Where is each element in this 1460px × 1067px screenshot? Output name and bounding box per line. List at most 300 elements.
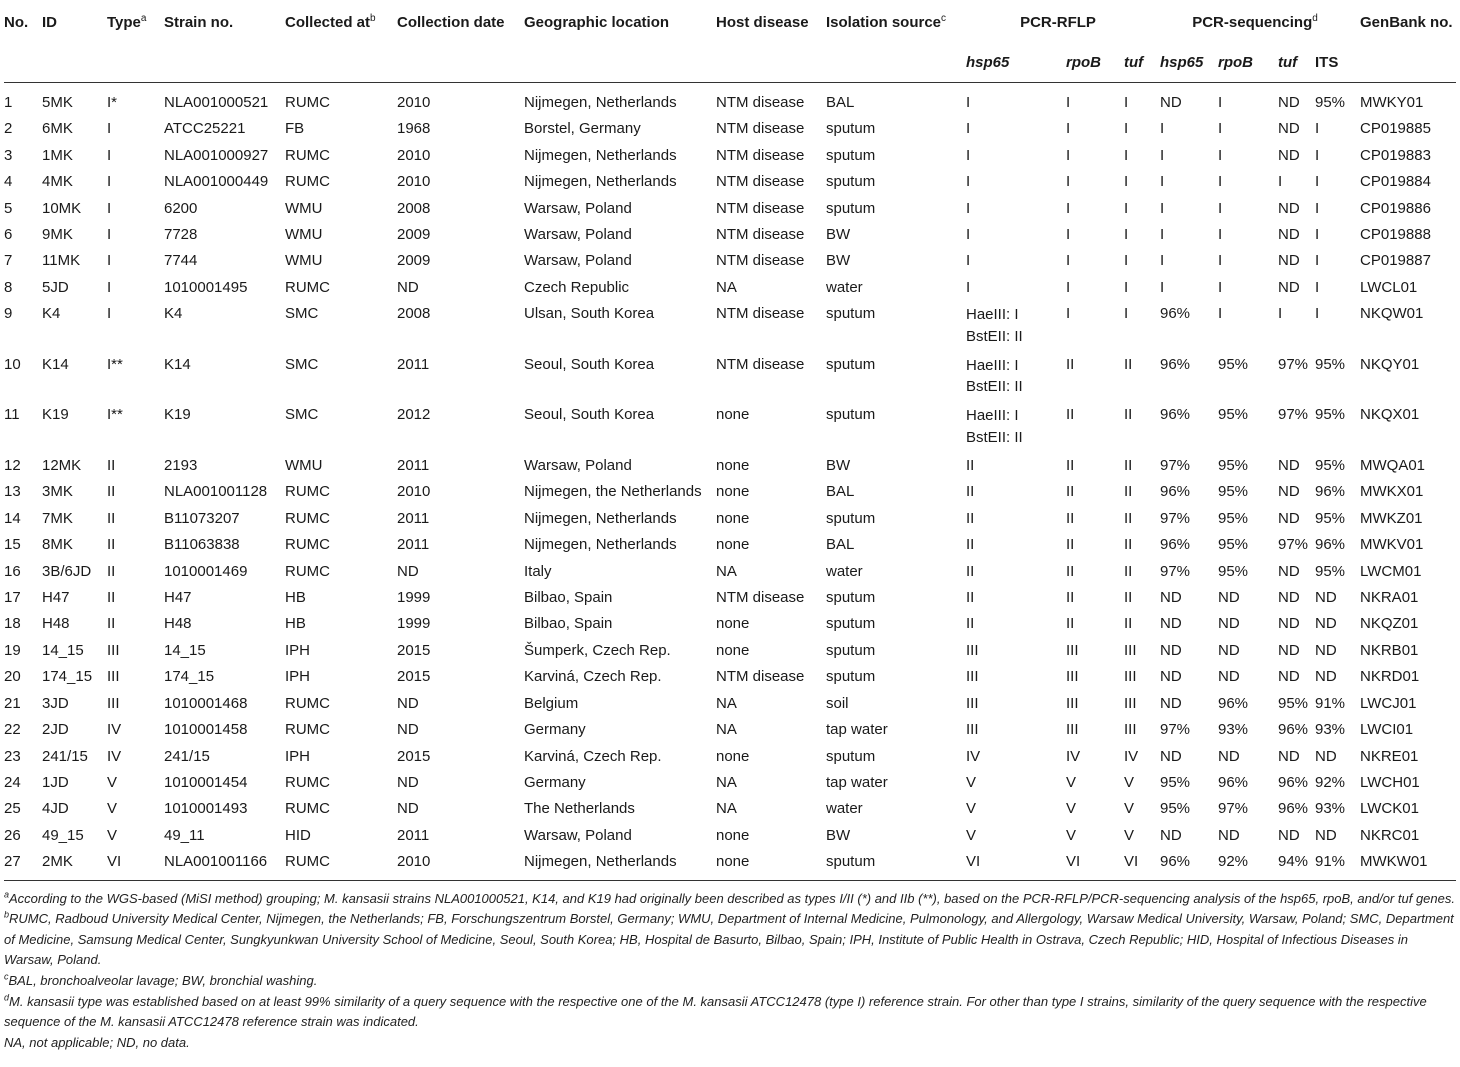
cell-genbank: LWCL01: [1360, 278, 1418, 296]
cell-rflp-hsp65: III: [966, 694, 979, 712]
cell-collected: SMC: [285, 406, 319, 424]
cell-seq-tuf: ND: [1278, 278, 1300, 296]
cell-type: V: [107, 826, 118, 844]
cell-source: sputum: [826, 509, 876, 527]
cell-seq-hsp65: I: [1160, 199, 1165, 217]
cell-host: NTM disease: [716, 252, 805, 270]
cell-type: I*: [107, 94, 118, 111]
table-row: [4, 248, 1456, 274]
cell-no: 3: [4, 146, 13, 164]
cell-seq-hsp65: ND: [1160, 641, 1182, 659]
cell-seq-rpob: I: [1218, 94, 1223, 111]
cell-no: 16: [4, 562, 21, 580]
cell-seq-tuf: 96%: [1278, 800, 1309, 818]
cell-type: IV: [107, 747, 122, 765]
cell-host: NTM disease: [716, 226, 805, 244]
cell-date: ND: [397, 721, 419, 739]
col-date: Collection date: [397, 14, 505, 31]
col-strain: Strain no.: [164, 14, 234, 31]
cell-source: soil: [826, 694, 849, 712]
cell-seq-tuf: ND: [1278, 226, 1300, 244]
cell-no: 9: [4, 305, 13, 323]
cell-seq-hsp65: 97%: [1160, 509, 1191, 527]
cell-genbank: LWCM01: [1360, 562, 1422, 580]
cell-rflp-tuf: V: [1124, 773, 1135, 791]
cell-rflp-hsp65: II: [966, 509, 975, 527]
cell-seq-hsp65: 95%: [1160, 773, 1191, 791]
cell-host: NTM disease: [716, 668, 805, 686]
cell-seq-its: ND: [1315, 641, 1337, 659]
cell-seq-its: 95%: [1315, 562, 1346, 580]
footnote-d: $^d$M. kansasii type was established based on at least 99% similarity of a query sequence with the respective one of the M. kansasii ATCC12478 (type I) reference strain. For other than type I strains, similarity of the query sequence with the respective sequence of the M. kansasii ATCC12478 reference strain was indicated.: [4, 992, 1427, 1030]
cell-no: 2: [4, 120, 13, 138]
table-row: [4, 585, 1456, 611]
cell-no: 26: [4, 826, 21, 844]
table-row: [4, 664, 1456, 690]
cell-rflp-rpob: I: [1066, 226, 1071, 244]
col-seq-rpob: rpoB: [1218, 52, 1278, 83]
cell-rflp-hsp65: V: [966, 826, 977, 844]
cell-rflp-rpob: V: [1066, 826, 1077, 844]
cell-source: tap water: [826, 773, 888, 791]
cell-seq-tuf: ND: [1278, 146, 1300, 164]
cell-source: water: [826, 800, 863, 818]
cell-genbank: NKRC01: [1360, 826, 1420, 844]
cell-rflp-tuf: I: [1124, 278, 1129, 296]
cell-date: 2011: [397, 509, 430, 527]
cell-host: NTM disease: [716, 120, 805, 138]
cell-collected: RUMC: [285, 721, 330, 739]
cell-no: 20: [4, 668, 21, 686]
cell-genbank: MWKW01: [1360, 849, 1456, 880]
cell-rflp-rpob: III: [1066, 668, 1079, 686]
cell-genbank: NKRA01: [1360, 589, 1419, 607]
cell-host: NTM disease: [716, 305, 805, 323]
cell-no: 21: [4, 694, 21, 712]
cell-collected: HID: [285, 826, 311, 844]
cell-host: none: [716, 747, 750, 765]
cell-strain: 6200: [164, 199, 198, 217]
cell-rflp-rpob: II: [1066, 536, 1075, 554]
cell-seq-tuf: ND: [1278, 252, 1300, 270]
cell-collected: IPH: [285, 747, 311, 765]
cell-collected: RUMC: [285, 483, 330, 501]
cell-no: 4: [4, 173, 13, 191]
cell-geo: Nijmegen, Netherlands: [524, 173, 677, 191]
cell-rflp-tuf: I: [1124, 252, 1129, 270]
cell-source: sputum: [826, 641, 876, 659]
cell-seq-rpob: 93%: [1218, 721, 1249, 739]
cell-host: NA: [716, 562, 737, 580]
cell-seq-tuf: ND: [1278, 562, 1300, 580]
cell-source: water: [826, 278, 863, 296]
cell-host: none: [716, 457, 750, 475]
cell-id: 4JD: [42, 800, 69, 818]
cell-id: 7MK: [42, 509, 73, 527]
cell-seq-its: ND: [1315, 826, 1337, 844]
cell-date: ND: [397, 800, 419, 818]
cell-collected: RUMC: [285, 849, 397, 880]
cell-seq-rpob: 97%: [1218, 800, 1249, 818]
col-seq-hsp65: hsp65: [1160, 52, 1218, 83]
cell-source: sputum: [826, 668, 876, 686]
cell-genbank: NKRB01: [1360, 641, 1419, 659]
footnote-b: $^b$RUMC, Radboud University Medical Center, Nijmegen, the Netherlands; FB, Forschungszentrum Borstel, Germany; WMU, Department of Internal Medicine, Pulmonology, and Allergology, Warsaw Medical University, Warsaw, Poland; SMC, Department of Medicine, Samsung Medical Center, Sungkyunkwan University School of Medicine, Seoul, South Korea; HB, Hospital de Basurto, Bilbao, Spain; IPH, Institute of Public Health in Ostrava, Czech Republic; HID, Hospital of Infectious Diseases in Warsaw, Poland.: [4, 909, 1454, 968]
cell-rflp-tuf: IV: [1124, 747, 1139, 765]
cell-no: 25: [4, 800, 21, 818]
cell-strain: 241/15: [164, 747, 210, 765]
cell-rflp-hsp65: II: [966, 483, 975, 501]
cell-seq-hsp65: 96%: [1160, 536, 1191, 554]
cell-host: NTM disease: [716, 94, 805, 111]
cell-genbank: LWCI01: [1360, 721, 1414, 739]
cell-rflp-tuf: II: [1124, 355, 1133, 373]
cell-strain: 1010001469: [164, 562, 248, 580]
cell-host: none: [716, 536, 750, 554]
cell-type: I: [107, 278, 112, 296]
cell-date: 1999: [397, 615, 431, 633]
cell-seq-its: 91%: [1315, 849, 1360, 880]
cell-source: sputum: [826, 199, 876, 217]
cell-rflp-tuf: III: [1124, 641, 1137, 659]
cell-seq-rpob: I: [1218, 120, 1223, 138]
cell-rflp-tuf: III: [1124, 721, 1137, 739]
cell-seq-hsp65: ND: [1160, 694, 1182, 712]
cell-rflp-hsp65: HaeIII: I BstEII: II: [966, 356, 1023, 396]
cell-seq-its: ND: [1315, 668, 1337, 686]
cell-seq-rpob: I: [1218, 226, 1223, 244]
cell-seq-hsp65: I: [1160, 226, 1165, 244]
cell-seq-its: I: [1315, 305, 1320, 323]
cell-rflp-rpob: V: [1066, 773, 1077, 791]
cell-genbank: MWKY01: [1360, 94, 1424, 111]
cell-type: I: [107, 173, 112, 191]
cell-type: II: [107, 615, 116, 633]
cell-date: 2009: [397, 226, 431, 244]
cell-rflp-tuf: I: [1124, 120, 1129, 138]
cell-rflp-tuf: II: [1124, 483, 1133, 501]
cell-geo: Warsaw, Poland: [524, 826, 632, 844]
cell-id: H48: [42, 615, 70, 633]
cell-seq-rpob: 95%: [1218, 355, 1249, 373]
cell-genbank: MWKX01: [1360, 483, 1424, 501]
cell-seq-rpob: ND: [1218, 668, 1240, 686]
cell-date: ND: [397, 694, 419, 712]
cell-rflp-hsp65: III: [966, 641, 979, 659]
cell-rflp-hsp65: II: [966, 589, 975, 607]
cell-type: V: [107, 773, 118, 791]
cell-seq-hsp65: ND: [1160, 589, 1182, 607]
cell-rflp-hsp65: II: [966, 615, 975, 633]
cell-date: 2010: [397, 146, 431, 164]
table-sheet: [4, 0, 1456, 1053]
cell-seq-hsp65: I: [1160, 146, 1165, 164]
cell-host: none: [716, 849, 826, 880]
cell-host: none: [716, 641, 750, 659]
cell-rflp-rpob: I: [1066, 120, 1071, 138]
cell-source: BW: [826, 226, 851, 244]
cell-geo: Warsaw, Poland: [524, 252, 632, 270]
cell-rflp-hsp65: I: [966, 173, 971, 191]
cell-rflp-rpob: II: [1066, 355, 1075, 373]
cell-seq-hsp65: ND: [1160, 668, 1182, 686]
cell-date: 2008: [397, 305, 431, 323]
cell-type: I: [107, 120, 112, 138]
table-row: [4, 532, 1456, 558]
cell-date: 2010: [397, 94, 431, 111]
cell-rflp-rpob: VI: [1066, 849, 1124, 880]
footnote-c: $^c$BAL, bronchoalveolar lavage; BW, bronchial washing.: [4, 971, 318, 988]
cell-strain: NLA001000449: [164, 173, 269, 191]
cell-rflp-rpob: IV: [1066, 747, 1081, 765]
cell-genbank: MWQA01: [1360, 457, 1426, 475]
cell-rflp-hsp65: I: [966, 278, 971, 296]
cell-id: K4: [42, 305, 61, 323]
cell-seq-tuf: ND: [1278, 94, 1300, 111]
cell-seq-its: I: [1315, 120, 1320, 138]
cell-host: NTM disease: [716, 199, 805, 217]
cell-seq-tuf: ND: [1278, 483, 1300, 501]
cell-seq-tuf: I: [1278, 173, 1283, 191]
cell-collected: HB: [285, 615, 306, 633]
cell-genbank: CP019888: [1360, 226, 1431, 244]
cell-collected: RUMC: [285, 536, 330, 554]
cell-id: 5MK: [42, 94, 73, 111]
cell-seq-rpob: 96%: [1218, 773, 1249, 791]
cell-source: sputum: [826, 355, 876, 373]
cell-seq-rpob: I: [1218, 173, 1223, 191]
cell-geo: Nijmegen, Netherlands: [524, 536, 677, 554]
table-row: [4, 823, 1456, 849]
cell-genbank: MWKZ01: [1360, 509, 1423, 527]
cell-seq-hsp65: ND: [1160, 826, 1182, 844]
cell-seq-its: I: [1315, 278, 1320, 296]
col-id: ID: [42, 14, 57, 31]
cell-type: V: [107, 800, 118, 818]
cell-rflp-rpob: III: [1066, 694, 1079, 712]
cell-genbank: CP019886: [1360, 199, 1431, 217]
cell-collected: HB: [285, 589, 306, 607]
cell-rflp-hsp65: II: [966, 457, 975, 475]
cell-seq-tuf: ND: [1278, 641, 1300, 659]
cell-seq-tuf: 95%: [1278, 694, 1309, 712]
cell-no: 14: [4, 509, 21, 527]
table-row: [4, 849, 1456, 880]
cell-seq-rpob: 95%: [1218, 406, 1249, 424]
cell-strain: B11063838: [164, 536, 240, 554]
cell-no: 5: [4, 199, 13, 217]
table-row: [4, 506, 1456, 532]
table-row: [4, 143, 1456, 169]
cell-rflp-hsp65: III: [966, 668, 979, 686]
cell-rflp-hsp65: I: [966, 120, 971, 138]
cell-type: I: [107, 226, 112, 244]
cell-genbank: LWCK01: [1360, 800, 1419, 818]
cell-seq-tuf: 97%: [1278, 355, 1309, 373]
cell-geo: Warsaw, Poland: [524, 226, 632, 244]
cell-id: 5JD: [42, 278, 69, 296]
cell-seq-its: 95%: [1315, 355, 1346, 373]
cell-geo: Nijmegen, the Netherlands: [524, 483, 702, 501]
cell-rflp-tuf: I: [1124, 226, 1129, 244]
cell-collected: WMU: [285, 226, 323, 244]
cell-strain: H47: [164, 589, 192, 607]
cell-seq-rpob: 95%: [1218, 483, 1249, 501]
cell-geo: Nijmegen, Netherlands: [524, 146, 677, 164]
cell-type: IV: [107, 721, 122, 739]
cell-collected: RUMC: [285, 509, 330, 527]
cell-collected: RUMC: [285, 773, 330, 791]
cell-no: 17: [4, 589, 21, 607]
cell-date: 2010: [397, 849, 524, 880]
cell-host: NTM disease: [716, 146, 805, 164]
cell-geo: Warsaw, Poland: [524, 199, 632, 217]
table-row: [4, 770, 1456, 796]
cell-rflp-rpob: II: [1066, 406, 1075, 424]
table-header: [4, 0, 1456, 83]
cell-rflp-hsp65: I: [966, 199, 971, 217]
cell-id: 6MK: [42, 120, 73, 138]
cell-seq-tuf: ND: [1278, 120, 1300, 138]
cell-strain: 1010001495: [164, 278, 248, 296]
cell-type: II: [107, 509, 116, 527]
cell-genbank: CP019883: [1360, 146, 1431, 164]
cell-rflp-hsp65: HaeIII: I BstEII: II: [966, 407, 1023, 446]
cell-type: II: [107, 483, 116, 501]
col-rflp-rpob: rpoB: [1066, 52, 1124, 83]
table-row: [4, 275, 1456, 301]
cell-geo: Šumperk, Czech Rep.: [524, 641, 671, 659]
cell-id: K19: [42, 406, 69, 424]
cell-type: I: [107, 252, 112, 270]
cell-seq-tuf: ND: [1278, 589, 1300, 607]
cell-id: 3JD: [42, 694, 69, 712]
cell-rflp-hsp65: II: [966, 562, 975, 580]
cell-no: 23: [4, 747, 21, 765]
cell-seq-rpob: 95%: [1218, 509, 1249, 527]
cell-id: 3B/6JD: [42, 562, 92, 580]
cell-host: NTM disease: [716, 355, 805, 373]
cell-seq-hsp65: 97%: [1160, 721, 1191, 739]
cell-geo: Seoul, South Korea: [524, 355, 655, 373]
table-body: [4, 83, 1456, 881]
cell-no: 18: [4, 615, 21, 633]
cell-seq-its: 92%: [1315, 773, 1346, 791]
cell-rflp-tuf: III: [1124, 694, 1137, 712]
cell-id: 174_15: [42, 668, 93, 686]
table-row: [4, 301, 1456, 352]
cell-collected: SMC: [285, 355, 319, 373]
cell-seq-its: 95%: [1315, 406, 1346, 424]
cell-collected: WMU: [285, 457, 323, 475]
cell-source: tap water: [826, 721, 888, 739]
table-row: [4, 479, 1456, 505]
cell-seq-hsp65: I: [1160, 252, 1165, 270]
cell-collected: FB: [285, 120, 305, 138]
cell-rflp-rpob: II: [1066, 509, 1075, 527]
cell-source: BW: [826, 252, 851, 270]
cell-source: BAL: [826, 94, 855, 111]
cell-no: 8: [4, 278, 13, 296]
cell-seq-rpob: ND: [1218, 641, 1240, 659]
cell-geo: Italy: [524, 562, 552, 580]
table-row: [4, 169, 1456, 195]
cell-rflp-tuf: II: [1124, 509, 1133, 527]
cell-date: 2010: [397, 483, 431, 501]
cell-host: none: [716, 406, 750, 424]
cell-host: NA: [716, 721, 737, 739]
cell-no: 19: [4, 641, 21, 659]
cell-geo: Karviná, Czech Rep.: [524, 747, 662, 765]
cell-genbank: LWCJ01: [1360, 694, 1417, 712]
cell-rflp-rpob: I: [1066, 252, 1071, 270]
group-pcr-rflp: PCR-RFLP: [1020, 14, 1096, 31]
cell-source: sputum: [826, 615, 876, 633]
cell-geo: Nijmegen, Netherlands: [524, 849, 716, 880]
cell-seq-tuf: 96%: [1278, 773, 1309, 791]
cell-seq-hsp65: 96%: [1160, 355, 1191, 373]
cell-strain: ATCC25221: [164, 120, 246, 138]
cell-seq-hsp65: ND: [1160, 615, 1182, 633]
cell-rflp-tuf: VI: [1124, 849, 1160, 880]
cell-seq-its: 95%: [1315, 94, 1346, 111]
table-row: [4, 222, 1456, 248]
cell-genbank: NKQZ01: [1360, 615, 1419, 633]
footnote-abbreviations: NA, not applicable; ND, no data.: [4, 1034, 190, 1050]
cell-rflp-rpob: I: [1066, 146, 1071, 164]
cell-source: sputum: [826, 146, 876, 164]
cell-source: sputum: [826, 747, 876, 765]
cell-rflp-hsp65: V: [966, 773, 977, 791]
cell-seq-rpob: 96%: [1218, 694, 1249, 712]
cell-seq-its: ND: [1315, 589, 1337, 607]
cell-type: II: [107, 589, 116, 607]
cell-seq-rpob: I: [1218, 278, 1223, 296]
cell-seq-tuf: ND: [1278, 747, 1300, 765]
cell-collected: RUMC: [285, 694, 330, 712]
cell-source: BW: [826, 826, 851, 844]
col-genbank: GenBank no.: [1360, 14, 1453, 31]
cell-host: NA: [716, 773, 737, 791]
cell-seq-rpob: 95%: [1218, 536, 1249, 554]
cell-host: NA: [716, 278, 737, 296]
cell-no: 11: [4, 406, 20, 424]
cell-strain: 7744: [164, 252, 198, 270]
cell-genbank: LWCH01: [1360, 773, 1420, 791]
cell-seq-tuf: 97%: [1278, 406, 1309, 424]
cell-rflp-tuf: II: [1124, 457, 1133, 475]
cell-rflp-hsp65: I: [966, 94, 971, 111]
cell-rflp-rpob: II: [1066, 483, 1075, 501]
cell-geo: Czech Republic: [524, 278, 630, 296]
cell-date: 2015: [397, 668, 431, 686]
cell-id: 8MK: [42, 536, 73, 554]
cell-date: 2012: [397, 406, 431, 424]
cell-seq-tuf: 96%: [1278, 721, 1309, 739]
cell-strain: 1010001493: [164, 800, 248, 818]
group-pcr-sequencing: PCR-sequencing$^d$: [1192, 13, 1318, 31]
cell-id: 4MK: [42, 173, 73, 191]
cell-id: 1MK: [42, 146, 73, 164]
cell-seq-its: 96%: [1315, 536, 1346, 554]
cell-date: 2009: [397, 252, 431, 270]
cell-no: 12: [4, 457, 21, 475]
cell-no: 7: [4, 252, 13, 270]
cell-seq-rpob: I: [1218, 305, 1223, 323]
cell-source: sputum: [826, 173, 876, 191]
cell-strain: 7728: [164, 226, 198, 244]
cell-seq-hsp65: I: [1160, 120, 1165, 138]
